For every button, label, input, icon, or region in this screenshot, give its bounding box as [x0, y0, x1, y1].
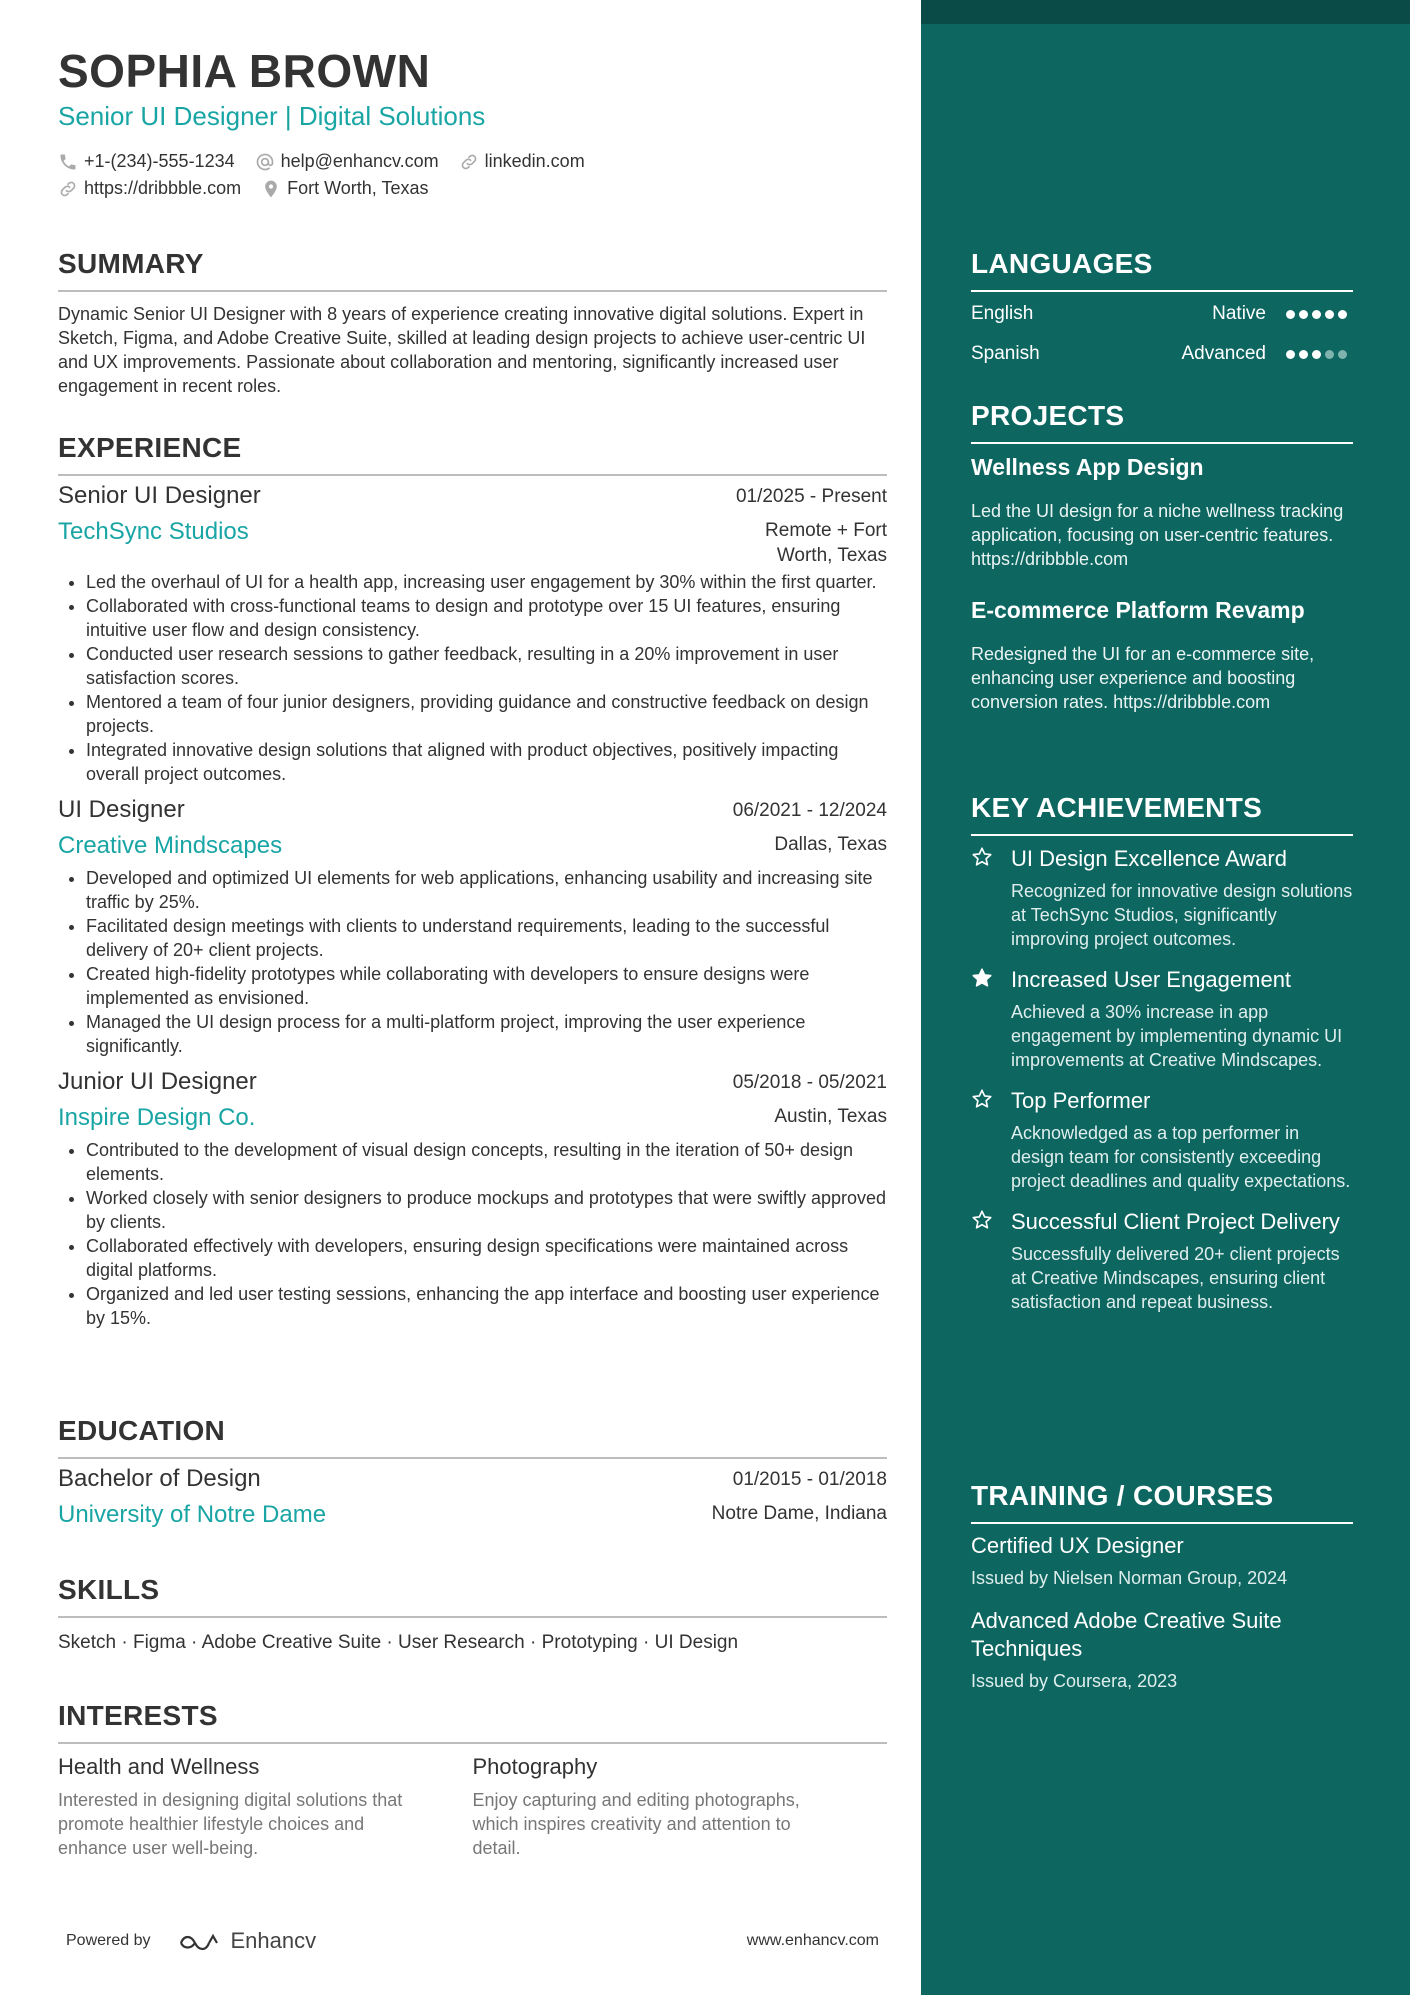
summary-section	[58, 248, 887, 398]
achievements-section	[971, 792, 1353, 1314]
rating-dot	[1325, 350, 1334, 359]
rating-dot	[1286, 350, 1295, 359]
rating-dot	[1338, 350, 1347, 359]
job-company[interactable]: TechSync Studios	[58, 518, 249, 545]
achievement-item	[971, 1207, 1353, 1314]
degree: Bachelor of Design	[58, 1465, 261, 1492]
job-bullets	[58, 570, 887, 786]
job-location: Dallas, Texas	[774, 834, 887, 855]
projects-heading: PROJECTS	[971, 400, 1353, 444]
achievement-text: Acknowledged as a top performer in design team for consistently exceeding project deadlines and quality expectations.	[1011, 1123, 1351, 1191]
language-name: English	[971, 303, 1034, 324]
contact-linkedin[interactable]	[459, 151, 585, 172]
job-location-line2: Worth, Texas	[776, 545, 887, 566]
job-bullet: • Conducted user research sessions to gather feedback, resulting in a 20% improvement in user satisfaction scores.	[86, 642, 887, 690]
rating-dot	[1286, 310, 1295, 319]
job-bullet: • Worked closely with senior designers to produce mockups and prototypes that were swiftly approved by clients.	[86, 1186, 887, 1234]
dribbble-text: https://dribbble.com	[84, 178, 242, 198]
job-bullet: • Integrated innovative design solutions that aligned with product objectives, positively impacting overall project outcomes.	[86, 738, 887, 786]
interests-heading: INTERESTS	[58, 1700, 887, 1744]
enhancv-brand: Enhancv	[230, 1928, 317, 1953]
project-text: Redesigned the UI for an e-commerce site, enhancing user experience and boosting conversion rates. https://dribbble.com	[971, 644, 1315, 712]
language-rating	[1286, 310, 1347, 319]
job-entry	[58, 482, 887, 786]
rating-dot	[1325, 310, 1334, 319]
powered-by-text: Powered by	[66, 1932, 151, 1949]
contact-dribbble[interactable]	[58, 178, 241, 199]
summary-heading: SUMMARY	[58, 248, 887, 292]
star-outline-icon	[971, 1088, 993, 1110]
star-outline-icon	[971, 846, 993, 868]
phone-icon	[58, 152, 78, 172]
star-outline-icon	[971, 1209, 993, 1231]
education-location: Notre Dame, Indiana	[711, 1503, 887, 1524]
job-bullet: • Created high-fidelity prototypes while collaborating with developers to ensure designs were implemented as envisioned.	[86, 962, 887, 1010]
language-name: Spanish	[971, 343, 1040, 364]
achievement-text: Recognized for innovative design solutions at TechSync Studios, significantly improving project outcomes.	[1011, 881, 1353, 949]
contact-info	[58, 148, 887, 202]
training-issuer: Issued by Nielsen Norman Group, 2024	[971, 1568, 1288, 1588]
link-icon	[459, 152, 479, 172]
candidate-name: SOPHIA BROWN	[58, 45, 431, 97]
education-heading: EDUCATION	[58, 1415, 887, 1459]
skills-section	[58, 1574, 887, 1654]
job-location-line1: Remote + Fort	[765, 520, 887, 541]
contact-phone[interactable]	[58, 151, 235, 172]
language-level: Native	[1212, 303, 1266, 324]
job-company[interactable]: Creative Mindscapes	[58, 832, 283, 859]
skills-heading: SKILLS	[58, 1574, 887, 1618]
job-bullets	[58, 1138, 887, 1330]
job-bullet: • Collaborated effectively with developers, ensuring design specifications were maintained across digital platforms.	[86, 1234, 887, 1282]
rating-dot	[1338, 310, 1347, 319]
candidate-title: Senior UI Designer | Digital Solutions	[58, 101, 486, 131]
linkedin-text: linkedin.com	[484, 151, 585, 171]
sidebar	[921, 0, 1410, 1995]
job-dates: 01/2025 - Present	[735, 486, 887, 507]
training-issuer: Issued by Coursera, 2023	[971, 1671, 1178, 1691]
job-location	[765, 518, 887, 568]
project-text: Led the UI design for a niche wellness tracking application, focusing on user-centric features. https://dribbble.com	[971, 501, 1344, 569]
interest-title: Health and Wellness	[58, 1754, 260, 1779]
job-dates: 05/2018 - 05/2021	[732, 1072, 887, 1093]
job-bullet: • Facilitated design meetings with clients to understand requirements, leading to the successful delivery of 20+ client projects.	[86, 914, 887, 962]
job-location: Austin, Texas	[774, 1106, 887, 1127]
achievement-title: Increased User Engagement	[1011, 967, 1292, 992]
language-rating	[1286, 350, 1347, 359]
school[interactable]: University of Notre Dame	[58, 1501, 327, 1528]
project-title: E-commerce Platform Revamp	[971, 597, 1305, 623]
achievement-item	[971, 1086, 1353, 1193]
job-bullet: • Developed and optimized UI elements for web applications, enhancing usability and increasing site traffic by 25%.	[86, 866, 887, 914]
rating-dot	[1312, 310, 1321, 319]
job-bullets	[58, 866, 887, 1058]
language-level: Advanced	[1181, 343, 1266, 364]
job-company[interactable]: Inspire Design Co.	[58, 1104, 256, 1131]
achievement-title: UI Design Excellence Award	[1011, 846, 1287, 871]
interest-item	[473, 1754, 888, 1860]
location-text: Fort Worth, Texas	[287, 178, 429, 198]
job-bullet: • Collaborated with cross-functional teams to design and prototype over 15 UI features, ensuring intuitive user flow and design consistency.	[86, 594, 887, 642]
interest-text: Enjoy capturing and editing photographs, which inspires creativity and attention to detail.	[472, 1790, 800, 1858]
training-heading: TRAINING / COURSES	[971, 1480, 1353, 1524]
training-title: Certified UX Designer	[971, 1533, 1184, 1558]
language-row	[971, 294, 1353, 334]
job-role: UI Designer	[58, 796, 185, 823]
summary-text: Dynamic Senior UI Designer with 8 years of experience creating innovative digital solutions. Expert in Sketch, Figma, and Adobe Creative Suite, skilled at leading design projects to achieve user-centric UI and UX improvements. Passionate about collaboration and mentoring, significantly increased user engagement in recent roles.	[58, 304, 866, 396]
job-bullet: • Mentored a team of four junior designers, providing guidance and constructive feedback on design projects.	[86, 690, 887, 738]
sidebar-top-band	[921, 0, 1410, 24]
education-section	[58, 1415, 887, 1529]
skills-list: Sketch · Figma · Adobe Creative Suite · User Research · Prototyping · UI Design	[58, 1632, 739, 1653]
experience-section	[58, 432, 887, 1330]
job-bullet: • Led the overhaul of UI for a health app, increasing user engagement by 30% within the first quarter.	[86, 570, 887, 594]
location-pin-icon	[261, 179, 281, 199]
rating-dot	[1312, 350, 1321, 359]
email-text: help@enhancv.com	[280, 151, 439, 171]
job-bullet: • Managed the UI design process for a multi-platform project, improving the user experience significantly.	[86, 1010, 887, 1058]
job-entry	[58, 796, 887, 1058]
achievement-title: Successful Client Project Delivery	[1011, 1209, 1340, 1234]
job-entry	[58, 1068, 887, 1330]
rating-dot	[1299, 350, 1308, 359]
education-dates: 01/2015 - 01/2018	[732, 1469, 887, 1490]
projects-section	[971, 400, 1353, 714]
footer	[58, 1928, 887, 1954]
job-role: Junior UI Designer	[58, 1068, 257, 1095]
achievement-item	[971, 965, 1353, 1072]
achievement-text: Achieved a 30% increase in app engagement by implementing dynamic UI improvements at Creative Mindscapes.	[1011, 1002, 1343, 1070]
at-icon	[255, 152, 275, 172]
contact-email[interactable]	[255, 151, 439, 172]
interest-item	[58, 1754, 473, 1860]
footer-url[interactable]: www.enhancv.com	[746, 1932, 879, 1949]
enhancv-logo[interactable]	[177, 1928, 317, 1954]
interest-text: Interested in designing digital solutions that promote healthier lifestyle choices and enhance user well-being.	[58, 1790, 403, 1858]
training-title: Advanced Adobe Creative Suite Techniques	[971, 1608, 1282, 1661]
training-section	[971, 1480, 1353, 1692]
job-role: Senior UI Designer	[58, 482, 261, 509]
job-dates: 06/2021 - 12/2024	[732, 800, 887, 821]
rating-dot	[1299, 310, 1308, 319]
experience-heading: EXPERIENCE	[58, 432, 887, 476]
languages-heading: LANGUAGES	[971, 248, 1353, 292]
languages-section	[971, 248, 1353, 374]
link-icon	[58, 179, 78, 199]
job-bullet: • Contributed to the development of visual design concepts, resulting in the iteration of 50+ design elements.	[86, 1138, 887, 1186]
language-row	[971, 334, 1353, 374]
interests-section	[58, 1700, 887, 1860]
star-filled-icon	[971, 967, 993, 989]
phone-text: +1-(234)-555-1234	[84, 151, 235, 171]
interest-title: Photography	[472, 1754, 598, 1779]
achievement-item	[971, 844, 1353, 951]
achievement-title: Top Performer	[1011, 1088, 1151, 1113]
contact-location	[261, 178, 428, 199]
enhancv-logo-icon	[177, 1929, 223, 1953]
achievements-heading: KEY ACHIEVEMENTS	[971, 792, 1353, 836]
project-title: Wellness App Design	[971, 454, 1204, 480]
job-bullet: • Organized and led user testing sessions, enhancing the app interface and boosting user experience by 15%.	[86, 1282, 887, 1330]
achievement-text: Successfully delivered 20+ client projects at Creative Mindscapes, ensuring client satisfaction and repeat business.	[1011, 1244, 1340, 1312]
